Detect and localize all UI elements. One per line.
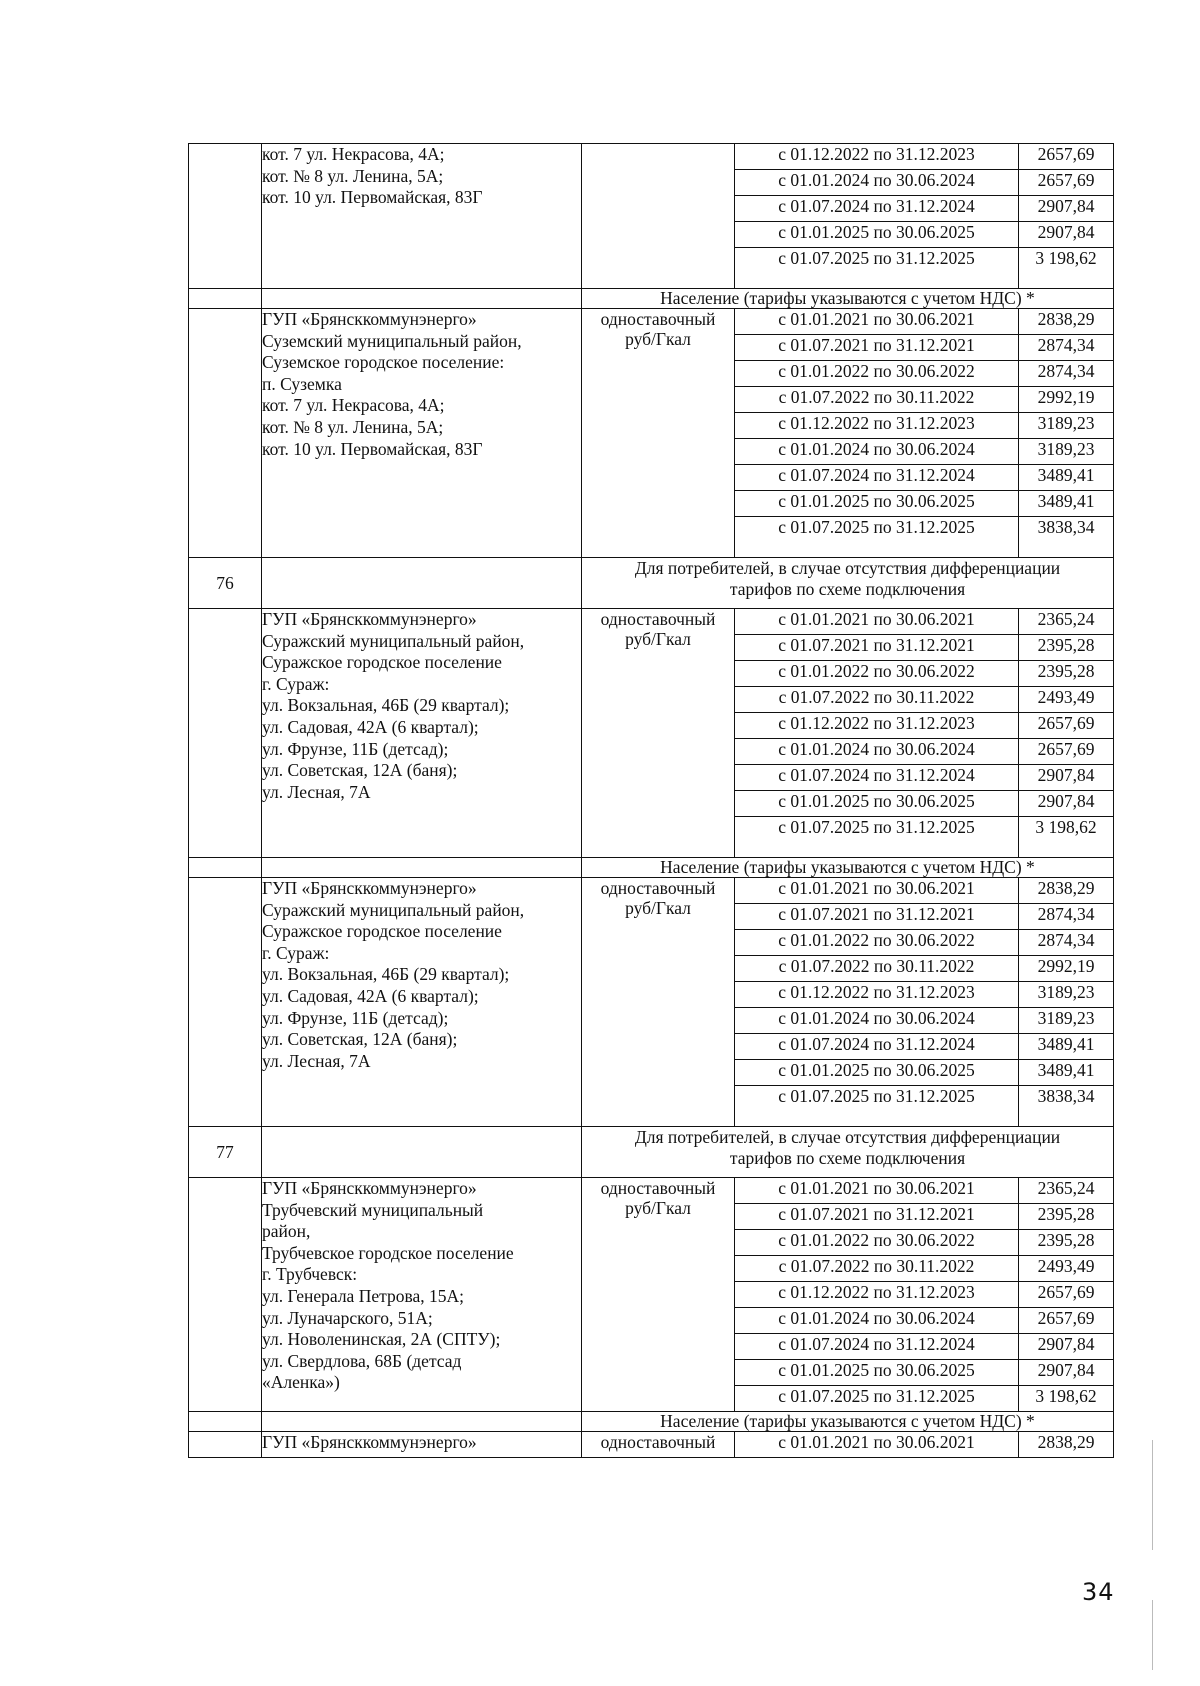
period-cell: с 01.07.2022 по 30.11.2022	[735, 956, 1019, 982]
tariff-value-cell: 2395,28	[1019, 1204, 1114, 1230]
period-cell: с 01.01.2022 по 30.06.2022	[735, 930, 1019, 956]
address-line: ул. Советская, 12А (баня);	[262, 1029, 458, 1050]
tariff-value-cell: 2657,69	[1019, 739, 1114, 765]
period-cell: с 01.01.2025 по 30.06.2025	[735, 1060, 1019, 1086]
period-cell: с 01.01.2021 по 30.06.2021	[735, 1178, 1019, 1204]
period-cell: с 01.07.2021 по 31.12.2021	[735, 904, 1019, 930]
supplier-address-cell	[262, 1432, 582, 1458]
section-header: Население (тарифы указываются с учетом НДС) *	[582, 1412, 1114, 1432]
period-cell: с 01.07.2021 по 31.12.2021	[735, 1204, 1019, 1230]
period-cell: с 01.12.2022 по 31.12.2023	[735, 1282, 1019, 1308]
tariff-type-line: одноставочный	[600, 878, 716, 898]
tariff-type-cell	[582, 878, 735, 1127]
section-header-line: Для потребителей, в случае отсутствия дифференциации	[634, 1127, 1061, 1147]
address-line: г. Сураж:	[262, 673, 330, 694]
address-line: ул. Вокзальная, 46Б (29 квартал);	[262, 964, 510, 985]
tariff-value-cell: 3 198,62	[1019, 817, 1114, 858]
header-empty-cell	[262, 858, 582, 878]
tariff-value-cell: 2992,19	[1019, 956, 1114, 982]
section-header-row	[189, 1127, 1114, 1178]
period-cell: с 01.01.2024 по 30.06.2024	[735, 1008, 1019, 1034]
section-header-line: тарифов по схеме подключения	[729, 1148, 966, 1168]
period-cell: с 01.01.2022 по 30.06.2022	[735, 361, 1019, 387]
tariff-value-cell: 3189,23	[1019, 982, 1114, 1008]
tariff-value-cell: 2838,29	[1019, 309, 1114, 335]
tariff-value-cell: 3 198,62	[1019, 1386, 1114, 1412]
period-cell: с 01.07.2024 по 31.12.2024	[735, 1034, 1019, 1060]
tariff-value-cell: 2874,34	[1019, 904, 1114, 930]
tariff-type-line: одноставочный	[600, 609, 716, 629]
tariff-type-cell	[582, 309, 735, 558]
period-cell: с 01.07.2025 по 31.12.2025	[735, 1386, 1019, 1412]
period-cell: с 01.07.2022 по 30.11.2022	[735, 1256, 1019, 1282]
period-cell: с 01.07.2025 по 31.12.2025	[735, 817, 1019, 858]
address-line: Суражское городское поселение	[262, 652, 502, 673]
row-number-cell	[189, 609, 262, 858]
row-number-cell: 77	[189, 1127, 262, 1178]
tariff-value-cell: 3189,23	[1019, 1008, 1114, 1034]
tariff-value-cell: 2907,84	[1019, 222, 1114, 248]
address-line: ул. Фрунзе, 11Б (детсад);	[262, 1007, 449, 1028]
tariff-value-cell: 2874,34	[1019, 930, 1114, 956]
tariff-value-cell: 2874,34	[1019, 361, 1114, 387]
period-cell: с 01.07.2024 по 31.12.2024	[735, 765, 1019, 791]
tariff-type-line: руб/Гкал	[625, 1198, 691, 1218]
tariff-type-line: руб/Гкал	[625, 898, 691, 918]
period-cell: с 01.01.2025 по 30.06.2025	[735, 1360, 1019, 1386]
address-line: кот. 10 ул. Первомайская, 83Г	[262, 187, 483, 208]
address-line: Суражский муниципальный район,	[262, 630, 525, 651]
address-line: г. Сураж:	[262, 942, 330, 963]
section-header-line: Для потребителей, в случае отсутствия дифференциации	[634, 558, 1061, 578]
period-cell: с 01.12.2022 по 31.12.2023	[735, 144, 1019, 170]
tariff-value-cell: 2907,84	[1019, 196, 1114, 222]
tariff-value-cell: 2395,28	[1019, 1230, 1114, 1256]
tariff-value-cell: 2395,28	[1019, 661, 1114, 687]
address-line: г. Трубчевск:	[262, 1264, 358, 1285]
header-empty-cell	[262, 1127, 582, 1178]
address-line: ул. Свердлова, 68Б (детсад	[262, 1350, 462, 1371]
tariff-type-line: одноставочный	[600, 1178, 716, 1198]
tariff-row	[189, 309, 1114, 335]
address-line: Трубчевский муниципальный	[262, 1199, 484, 1220]
tariff-value-cell: 2907,84	[1019, 1360, 1114, 1386]
tariff-value-cell: 2992,19	[1019, 387, 1114, 413]
section-header-row	[189, 558, 1114, 609]
row-number-cell	[189, 1178, 262, 1412]
tariff-value-cell: 3489,41	[1019, 491, 1114, 517]
tariff-value-cell: 3 198,62	[1019, 248, 1114, 289]
section-header-line: тарифов по схеме подключения	[729, 579, 966, 599]
row-number-cell	[189, 1412, 262, 1432]
tariff-type-cell	[582, 144, 735, 289]
period-cell: с 01.12.2022 по 31.12.2023	[735, 982, 1019, 1008]
tariff-value-cell: 3489,41	[1019, 465, 1114, 491]
address-line: ул. Новоленинская, 2А (СПТУ);	[262, 1329, 501, 1350]
address-line: кот. 7 ул. Некрасова, 4А;	[262, 395, 445, 416]
tariff-value-cell: 3189,23	[1019, 439, 1114, 465]
period-cell: с 01.07.2021 по 31.12.2021	[735, 335, 1019, 361]
supplier-address-cell	[262, 309, 582, 558]
row-number-cell: 76	[189, 558, 262, 609]
section-header	[582, 558, 1114, 609]
period-cell: с 01.01.2024 по 30.06.2024	[735, 739, 1019, 765]
address-line: ул. Садовая, 42А (6 квартал);	[262, 716, 479, 737]
address-line: ГУП «Брянсккоммунэнерго»	[262, 609, 477, 629]
address-line: ГУП «Брянсккоммунэнерго»	[262, 309, 477, 329]
section-header: Население (тарифы указываются с учетом НДС) *	[582, 289, 1114, 309]
scan-edge-mark	[1152, 1440, 1153, 1550]
section-header-row	[189, 858, 1114, 878]
tariff-value-cell: 2874,34	[1019, 335, 1114, 361]
tariff-value-cell: 3189,23	[1019, 413, 1114, 439]
tariff-row	[189, 1432, 1114, 1458]
tariff-type-cell	[582, 609, 735, 858]
period-cell: с 01.01.2024 по 30.06.2024	[735, 170, 1019, 196]
address-line: ул. Лесная, 7А	[262, 781, 371, 802]
tariff-value-cell: 2365,24	[1019, 1178, 1114, 1204]
address-line: «Аленка»)	[262, 1372, 340, 1393]
period-cell: с 01.01.2022 по 30.06.2022	[735, 1230, 1019, 1256]
period-cell: с 01.01.2024 по 30.06.2024	[735, 439, 1019, 465]
tariff-value-cell: 2657,69	[1019, 144, 1114, 170]
period-cell: с 01.01.2021 по 30.06.2021	[735, 878, 1019, 904]
period-cell: с 01.12.2022 по 31.12.2023	[735, 413, 1019, 439]
address-line: Суземское городское поселение:	[262, 352, 505, 373]
tariff-type-cell	[582, 1178, 735, 1412]
section-header: Население (тарифы указываются с учетом НДС) *	[582, 858, 1114, 878]
tariff-row	[189, 878, 1114, 904]
period-cell: с 01.07.2024 по 31.12.2024	[735, 196, 1019, 222]
supplier-address-cell	[262, 609, 582, 858]
row-number-cell	[189, 858, 262, 878]
address-line: район,	[262, 1221, 311, 1242]
address-line: кот. № 8 ул. Ленина, 5А;	[262, 165, 444, 186]
tariff-value-cell: 3489,41	[1019, 1034, 1114, 1060]
tariff-value-cell: 2907,84	[1019, 765, 1114, 791]
tariff-value-cell: 2395,28	[1019, 635, 1114, 661]
address-line: Суражский муниципальный район,	[262, 899, 525, 920]
tariff-row	[189, 609, 1114, 635]
section-header-row	[189, 1412, 1114, 1432]
tariff-value-cell: 2493,49	[1019, 687, 1114, 713]
header-empty-cell	[262, 1412, 582, 1432]
tariff-row	[189, 1178, 1114, 1204]
tariff-value-cell: 2657,69	[1019, 1282, 1114, 1308]
scan-edge-mark	[1152, 1600, 1153, 1670]
tariff-type-line: руб/Гкал	[625, 629, 691, 649]
section-header	[582, 1127, 1114, 1178]
period-cell: с 01.07.2022 по 30.11.2022	[735, 387, 1019, 413]
period-cell: с 01.01.2021 по 30.06.2021	[735, 609, 1019, 635]
period-cell: с 01.01.2021 по 30.06.2021	[735, 1432, 1019, 1458]
address-line: ул. Генерала Петрова, 15А;	[262, 1285, 465, 1306]
period-cell: с 01.07.2025 по 31.12.2025	[735, 248, 1019, 289]
tariff-type-cell	[582, 1432, 735, 1458]
page-number: 34	[1082, 1578, 1115, 1606]
address-line: Суражское городское поселение	[262, 921, 502, 942]
tariff-value-cell: 2657,69	[1019, 1308, 1114, 1334]
row-number-cell	[189, 878, 262, 1127]
address-line: кот. 10 ул. Первомайская, 83Г	[262, 438, 483, 459]
period-cell: с 01.07.2024 по 31.12.2024	[735, 1334, 1019, 1360]
tariff-type-line: руб/Гкал	[625, 329, 691, 349]
period-cell: с 01.07.2021 по 31.12.2021	[735, 635, 1019, 661]
address-line: ул. Вокзальная, 46Б (29 квартал);	[262, 695, 510, 716]
tariff-type-line: одноставочный	[600, 309, 716, 329]
address-line: Суземский муниципальный район,	[262, 330, 522, 351]
row-number-cell	[189, 1432, 262, 1458]
tariff-row	[189, 144, 1114, 170]
address-line: ул. Луначарского, 51А;	[262, 1307, 433, 1328]
header-empty-cell	[262, 558, 582, 609]
tariff-value-cell: 2907,84	[1019, 1334, 1114, 1360]
period-cell: с 01.01.2025 по 30.06.2025	[735, 222, 1019, 248]
tariff-value-cell: 2365,24	[1019, 609, 1114, 635]
tariff-value-cell: 3838,34	[1019, 517, 1114, 558]
period-cell: с 01.07.2025 по 31.12.2025	[735, 1086, 1019, 1127]
supplier-address-cell	[262, 878, 582, 1127]
address-line: ул. Фрунзе, 11Б (детсад);	[262, 738, 449, 759]
tariff-value-cell: 2493,49	[1019, 1256, 1114, 1282]
row-number-cell	[189, 289, 262, 309]
address-line: ул. Садовая, 42А (6 квартал);	[262, 985, 479, 1006]
address-line: Трубчевское городское поселение	[262, 1242, 514, 1263]
address-line: ГУП «Брянсккоммунэнерго»	[262, 1432, 477, 1452]
tariff-value-cell: 3489,41	[1019, 1060, 1114, 1086]
address-line: ул. Советская, 12А (баня);	[262, 760, 458, 781]
period-cell: с 01.01.2025 по 30.06.2025	[735, 791, 1019, 817]
tariff-value-cell: 3838,34	[1019, 1086, 1114, 1127]
supplier-address-cell	[262, 144, 582, 289]
tariff-value-cell: 2838,29	[1019, 878, 1114, 904]
period-cell: с 01.07.2024 по 31.12.2024	[735, 465, 1019, 491]
period-cell: с 01.01.2021 по 30.06.2021	[735, 309, 1019, 335]
address-line: кот. 7 ул. Некрасова, 4А;	[262, 144, 445, 164]
address-line: ГУП «Брянсккоммунэнерго»	[262, 878, 477, 898]
tariff-value-cell: 2657,69	[1019, 713, 1114, 739]
row-number-cell	[189, 309, 262, 558]
period-cell: с 01.01.2022 по 30.06.2022	[735, 661, 1019, 687]
tariff-type-line: одноставочный	[600, 1432, 716, 1452]
address-line: кот. № 8 ул. Ленина, 5А;	[262, 416, 444, 437]
tariff-table	[188, 143, 1114, 1458]
period-cell: с 01.12.2022 по 31.12.2023	[735, 713, 1019, 739]
address-line: ул. Лесная, 7А	[262, 1050, 371, 1071]
address-line: п. Суземка	[262, 373, 342, 394]
header-empty-cell	[262, 289, 582, 309]
row-number-cell	[189, 144, 262, 289]
section-header-row	[189, 289, 1114, 309]
period-cell: с 01.01.2025 по 30.06.2025	[735, 491, 1019, 517]
period-cell: с 01.01.2024 по 30.06.2024	[735, 1308, 1019, 1334]
tariff-value-cell: 2907,84	[1019, 791, 1114, 817]
tariff-value-cell: 2657,69	[1019, 170, 1114, 196]
address-line: ГУП «Брянсккоммунэнерго»	[262, 1178, 477, 1198]
period-cell: с 01.07.2022 по 30.11.2022	[735, 687, 1019, 713]
supplier-address-cell	[262, 1178, 582, 1412]
period-cell: с 01.07.2025 по 31.12.2025	[735, 517, 1019, 558]
tariff-value-cell: 2838,29	[1019, 1432, 1114, 1458]
